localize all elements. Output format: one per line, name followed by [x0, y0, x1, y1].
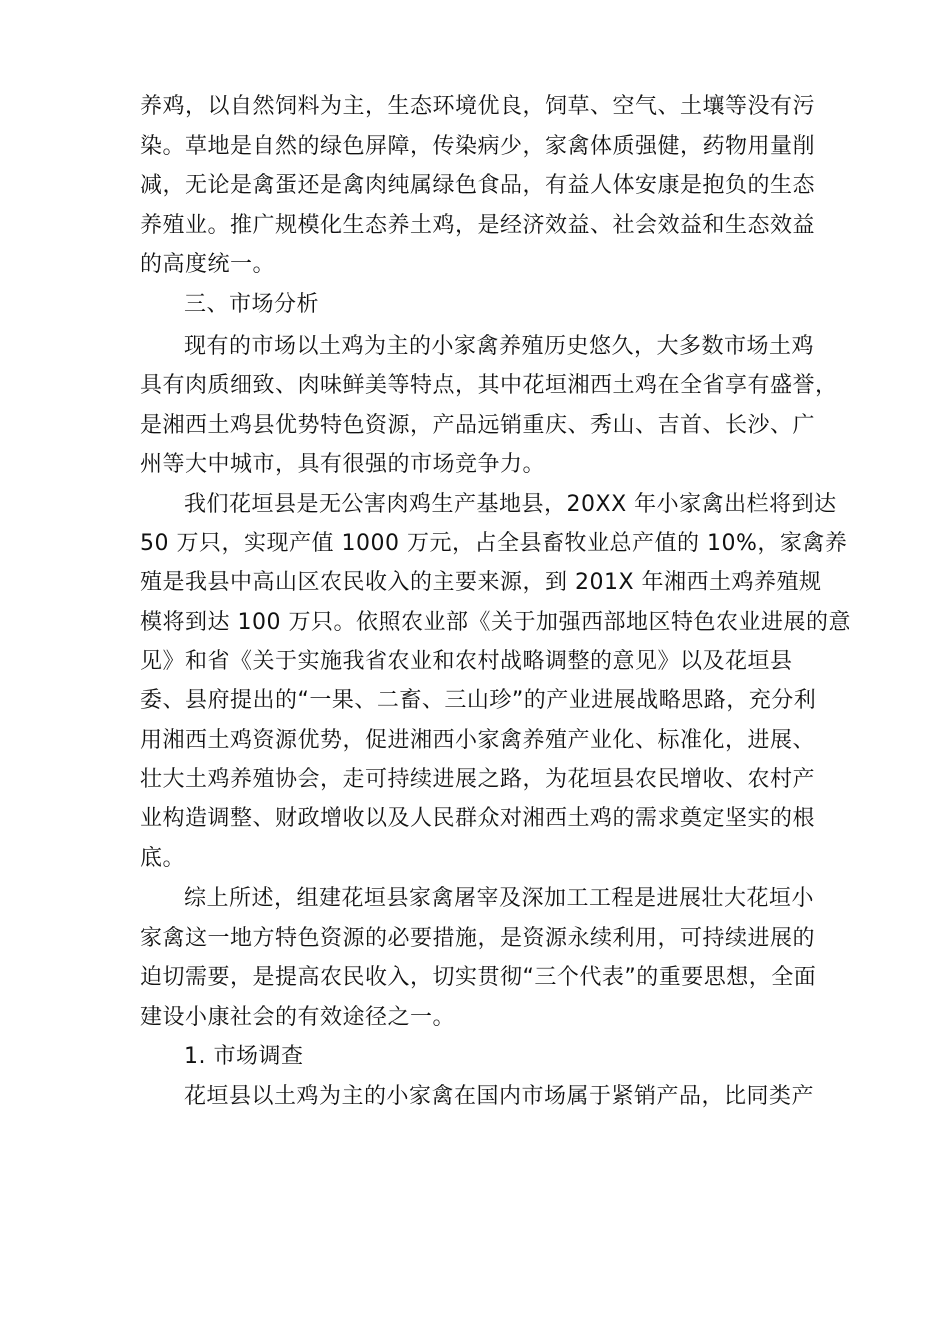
paragraph-line: 减，无论是禽蛋还是禽肉纯属绿色食品，有益人体安康是抱负的生态 [140, 173, 816, 198]
paragraph-line: 家禽这一地方特色资源的必要措施，是资源永续利用，可持续进展的 [140, 926, 816, 951]
paragraph-line: 见》和省《关于实施我省农业和农村战略调整的意见》以及花垣县 [140, 649, 793, 674]
paragraph-line: 业构造调整、财政增收以及人民群众对湘西土鸡的需求奠定坚实的根 [140, 806, 816, 831]
paragraph-line: 养鸡，以自然饲料为主，生态环境优良，饲草、空气、土壤等没有污 [140, 94, 816, 119]
paragraph-line: 迫切需要，是提高农民收入，切实贯彻“三个代表”的重要思想，全面 [140, 965, 817, 990]
paragraph-line: 的高度统一。 [140, 252, 276, 277]
paragraph-line: 综上所述，组建花垣县家禽屠宰及深加工工程是进展壮大花垣小 [184, 886, 815, 911]
section-heading: 三、市场分析 [184, 292, 320, 317]
paragraph-line: 花垣县以土鸡为主的小家禽在国内市场属于紧销产品，比同类产 [184, 1084, 815, 1109]
paragraph-line: 我们花垣县是无公害肉鸡生产基地县，20XX 年小家禽出栏将到达 [184, 492, 837, 517]
paragraph-line: 染。草地是自然的绿色屏障，传染病少，家禽体质强健，药物用量削 [140, 134, 816, 159]
paragraph-line: 模将到达 100 万只。依照农业部《关于加强西部地区特色农业进展的意 [140, 610, 851, 635]
paragraph-line: 建设小康社会的有效途径之一。 [140, 1005, 456, 1030]
paragraph-line: 殖是我县中高山区农民收入的主要来源，到 201X 年湘西土鸡养殖规 [140, 570, 822, 595]
paragraph-line: 州等大中城市，具有很强的市场竞争力。 [140, 452, 546, 477]
paragraph-line: 养殖业。推广规模化生态养土鸡，是经济效益、社会效益和生态效益 [140, 213, 816, 238]
paragraph-line: 委、县府提出的“一果、二畜、三山珍”的产业进展战略思路，充分利 [140, 688, 817, 713]
paragraph-line: 壮大土鸡养殖协会，走可持续进展之路，为花垣县农民增收、农村产 [140, 767, 816, 792]
paragraph-line: 底。 [140, 846, 186, 871]
paragraph-line: 用湘西土鸡资源优势，促进湘西小家禽养殖产业化、标准化，进展、 [140, 728, 816, 753]
subsection-heading: 1. 市场调查 [184, 1044, 304, 1069]
paragraph-line: 50 万只，实现产值 1000 万元，占全县畜牧业总产值的 10%，家禽养 [140, 531, 848, 556]
paragraph-line: 是湘西土鸡县优势特色资源，产品远销重庆、秀山、吉首、长沙、广 [140, 413, 816, 438]
paragraph-line: 具有肉质细致、肉味鲜美等特点，其中花垣湘西土鸡在全省享有盛誉， [140, 373, 838, 398]
paragraph-line: 现有的市场以土鸡为主的小家禽养殖历史悠久，大多数市场土鸡 [184, 334, 815, 359]
